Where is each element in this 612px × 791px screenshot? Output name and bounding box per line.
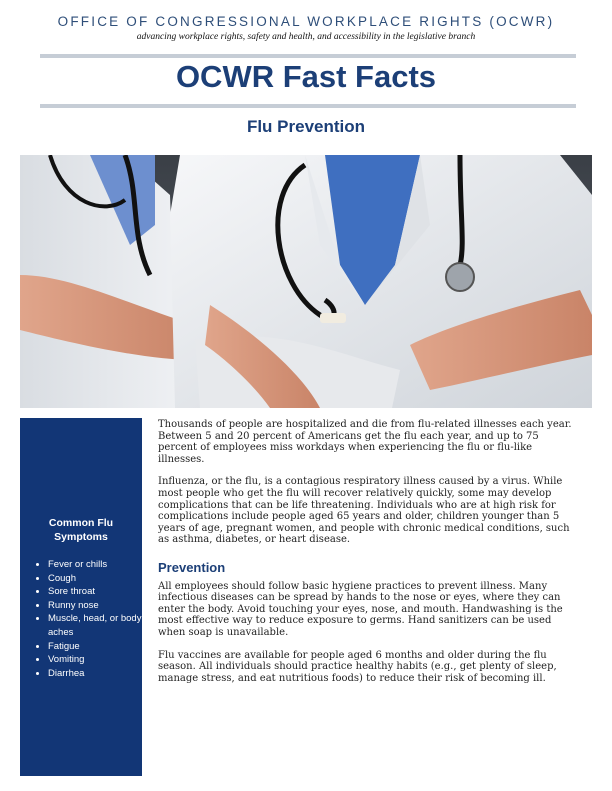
symptom-item: • Vomiting <box>48 653 142 667</box>
page-title: OCWR Fast Facts <box>175 59 437 94</box>
symptom-item: • Muscle, head, or body aches <box>48 612 142 639</box>
hero-photo-doctors <box>20 155 592 408</box>
top-rule <box>40 54 576 58</box>
org-name: OFFICE OF CONGRESSIONAL WORKPLACE RIGHTS (OCWR) <box>57 14 555 29</box>
symptoms-heading <box>20 516 142 544</box>
symptom-item: • Fever or chills <box>48 558 142 572</box>
symptom-item: • Runny nose <box>48 599 142 613</box>
symptom-item: • Diarrhea <box>48 667 142 681</box>
prevention-heading: Prevention <box>158 559 226 575</box>
bottom-rule <box>40 104 576 108</box>
symptom-item: • Cough <box>48 572 142 586</box>
prevention-paragraph: Flu vaccines are available for people aged 6 months and older during the flu season. All individuals should practice healthy habits (e.g., get plenty of sleep, manage stress, and eat nutritious foods) to reduce their risk of becoming ill. <box>158 649 557 684</box>
tagline: advancing workplace rights, safety and health, and accessibility in the legislative branch <box>136 32 476 42</box>
page-subtitle: Flu Prevention <box>246 117 366 136</box>
prevention-paragraph: All employees should follow basic hygiene practices to prevent illness. Many infectious diseases can be spread by hands to the nose or eyes, where they can enter the body. Avoid touching your eyes, nose, and mouth. Handwashing is the most effective way to reduce exposure to germs. Hand sanitizers can be used when soap is unavailable. <box>158 580 563 638</box>
symptom-item: • Sore throat <box>48 585 142 599</box>
symptoms-list <box>20 558 142 680</box>
main-content <box>158 419 572 695</box>
symptoms-heading-line2: Symptoms <box>54 531 108 543</box>
symptoms-heading-line1: Common Flu <box>48 517 114 529</box>
intro-paragraph: Influenza, or the flu, is a contagious respiratory illness caused by a virus. While most people who get the flu will recover relatively quickly, some may develop complications that can be life threatening. Individuals who are at high risk for complications include people aged 65 years and older, children younger than 5 years of age, pregnant women, and people with chronic medical conditions, such as asthma, diabetes, or heart disease. <box>158 476 570 546</box>
symptom-item: • Fatigue <box>48 640 142 654</box>
symptoms-sidebar <box>20 418 142 776</box>
intro-paragraph: Thousands of people are hospitalized and die from flu-related illnesses each year. Between 5 and 20 percent of Americans get the flu each year, and up to 75 percent of employees miss workdays when experiencing the flu or flu-like illnesses. <box>158 419 572 465</box>
